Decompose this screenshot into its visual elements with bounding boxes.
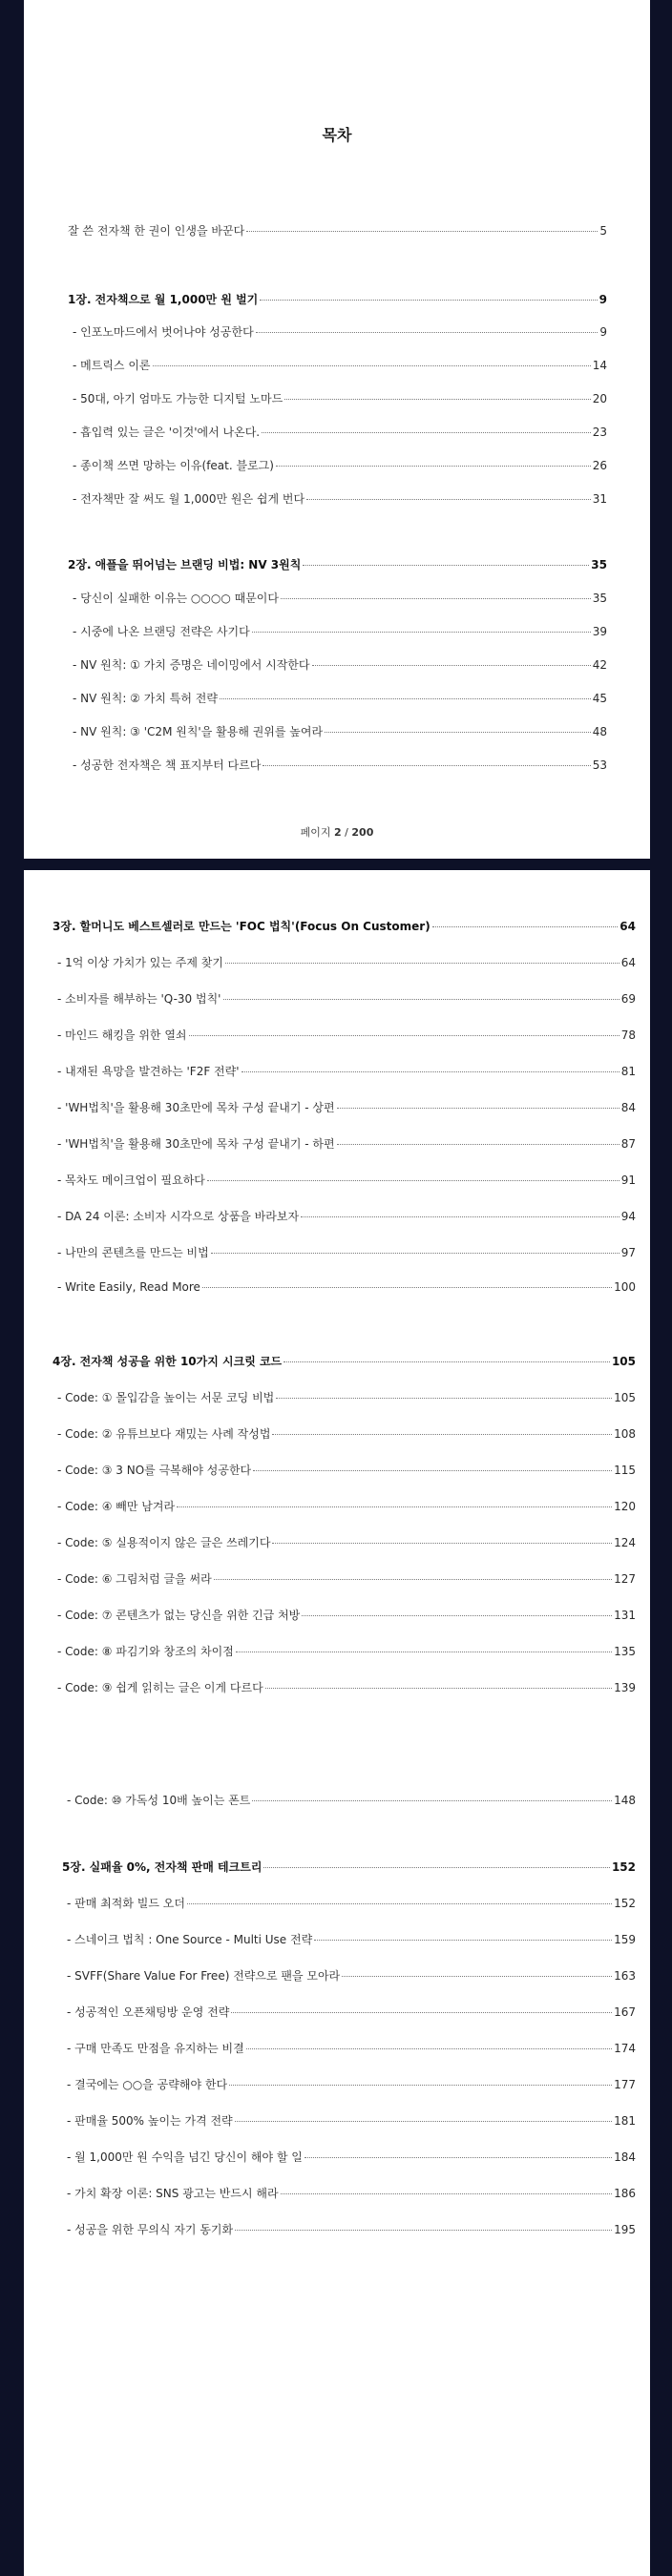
toc-entry-text: - 1억 이상 가치가 있는 주제 찾기 (57, 956, 223, 969)
toc-entry[interactable] (57, 1425, 636, 1442)
toc-entry[interactable] (57, 1063, 636, 1079)
toc-entry-text: - 마인드 해킹을 위한 열쇠 (57, 1028, 187, 1042)
toc-entry-text: - Code: ① 몰입감을 높이는 서문 코딩 비법 (57, 1391, 275, 1404)
toc-chapter-2[interactable] (68, 556, 607, 572)
page-indicator-label: 페이지 (300, 826, 331, 839)
toc-title: 목차 (322, 126, 352, 144)
toc-entry[interactable] (67, 1967, 636, 1984)
toc-page-number: 139 (614, 1681, 636, 1694)
toc-page-number: 81 (620, 1065, 636, 1078)
toc-entry[interactable] (57, 1244, 636, 1260)
toc-entry-text: - Code: ⑤ 실용적이지 않은 글은 쓰레기다 (57, 1536, 271, 1549)
toc-leader-dots (276, 1398, 612, 1399)
toc-entry-text: - 가치 확장 이론: SNS 광고는 반드시 해라 (67, 2187, 279, 2200)
toc-leader-dots (284, 1361, 610, 1362)
toc-leader-dots (306, 499, 591, 500)
toc-chapter-3[interactable] (52, 918, 636, 934)
toc-entry[interactable] (73, 490, 607, 507)
toc-entry[interactable] (73, 323, 607, 340)
toc-page-number: 148 (614, 1794, 636, 1807)
toc-leader-dots (225, 963, 620, 964)
toc-page-number: 100 (614, 1280, 636, 1294)
toc-entry-text: - 시중에 나온 브랜딩 전략은 사기다 (73, 625, 250, 638)
toc-entry[interactable] (67, 1895, 636, 1911)
toc-leader-dots (246, 231, 598, 232)
toc-entry-text: 3장. 할머니도 베스트셀러로 만드는 'FOC 법칙'(Focus On Customer) (52, 920, 430, 933)
toc-entry[interactable] (57, 1607, 636, 1623)
toc-entry-text: - Code: ⑥ 그림처럼 글을 써라 (57, 1572, 212, 1586)
toc-leader-dots (189, 1035, 620, 1036)
toc-page-number: 124 (614, 1536, 636, 1549)
toc-entry-text: - Code: ④ 빼만 남겨라 (57, 1500, 176, 1513)
toc-leader-dots (187, 1903, 612, 1904)
toc-chapter-5[interactable] (62, 1859, 636, 1875)
toc-entry-text: - NV 원칙: ③ 'C2M 원칙'을 활용해 권위를 높여라 (73, 725, 324, 738)
toc-entry-text: - 종이책 쓰면 망하는 이유(feat. 블로그) (73, 459, 274, 472)
toc-page-number: 152 (614, 1897, 636, 1910)
page-total: 200 (351, 826, 374, 839)
toc-entry-text: 4장. 전자책 성공을 위한 10가지 시크릿 코드 (52, 1355, 283, 1368)
toc-entry[interactable] (73, 723, 607, 739)
toc-entry-text: - 스네이크 법칙 : One Source - Multi Use 전략 (67, 1933, 313, 1946)
toc-page-number: 23 (592, 426, 607, 439)
toc-entry[interactable] (57, 954, 636, 970)
toc-page-number: 84 (620, 1101, 636, 1114)
toc-leader-dots (281, 2193, 613, 2194)
toc-entry-text: - 당신이 실패한 이유는 ○○○○ 때문이다 (73, 592, 279, 605)
toc-page-number: 9 (599, 325, 607, 339)
toc-leader-dots (235, 2230, 612, 2231)
toc-entry-text: - 메트릭스 이론 (73, 359, 151, 372)
toc-leader-dots (276, 466, 591, 467)
toc-leader-dots (312, 665, 591, 666)
toc-entry-text: - 목차도 메이크업이 필요하다 (57, 1174, 205, 1187)
toc-entry[interactable] (67, 1931, 636, 1947)
toc-entry[interactable] (73, 457, 607, 473)
toc-leader-dots (231, 2012, 612, 2013)
toc-entry-text: - 내재된 욕망을 발견하는 'F2F 전략' (57, 1065, 240, 1078)
toc-page-number: 5 (599, 224, 607, 238)
toc-entry-text: - Code: ③ 3 NO를 극복해야 성공한다 (57, 1464, 252, 1477)
toc-leader-dots (304, 2157, 612, 2158)
toc-page-number: 97 (620, 1246, 636, 1259)
toc-entry[interactable] (67, 2004, 636, 2020)
toc-page-number: 53 (592, 758, 607, 772)
toc-entry-text: - NV 원칙: ② 가치 특허 전략 (73, 692, 218, 705)
toc-page-number: 20 (592, 392, 607, 405)
toc-page-number: 69 (620, 992, 636, 1006)
toc-entry-text: - Code: ⑧ 파김기와 창조의 차이점 (57, 1645, 234, 1658)
toc-entry[interactable] (57, 1498, 636, 1514)
toc-entry[interactable] (57, 1027, 636, 1043)
toc-entry[interactable] (57, 990, 636, 1007)
toc-entry-text: - Code: ⑩ 가독성 10배 높이는 폰트 (67, 1794, 251, 1807)
toc-leader-dots (256, 332, 598, 333)
page-separator: / (345, 826, 348, 839)
toc-entry[interactable] (67, 1792, 636, 1808)
toc-entry[interactable] (57, 1534, 636, 1550)
toc-entry[interactable] (67, 2149, 636, 2165)
toc-entry[interactable] (67, 2040, 636, 2056)
toc-page-number: 64 (620, 920, 636, 933)
toc-page-number: 35 (591, 558, 607, 571)
toc-entry-text: - 소비자를 해부하는 'Q-30 법칙' (57, 992, 221, 1006)
toc-page-number: 120 (614, 1500, 636, 1513)
toc-leader-dots (242, 1071, 620, 1072)
toc-entry-text: 2장. 애플을 뛰어넘는 브랜딩 비법: NV 3원칙 (68, 558, 302, 571)
toc-leader-dots (301, 1216, 620, 1217)
toc-leader-dots (220, 698, 591, 699)
toc-leader-dots (207, 1180, 620, 1181)
document-page-1 (24, 0, 650, 859)
toc-page-number: 9 (598, 293, 607, 306)
toc-leader-dots (284, 399, 591, 400)
toc-entry-text: - 월 1,000만 원 수익을 넘긴 당신이 해야 할 일 (67, 2150, 303, 2164)
toc-entry-text: 1장. 전자책으로 월 1,000만 원 벌기 (68, 293, 259, 306)
toc-leader-dots (262, 765, 590, 766)
toc-page-number: 94 (620, 1210, 636, 1223)
toc-leader-dots (246, 2048, 612, 2049)
toc-entry-text: - DA 24 이론: 소비자 시각으로 상품을 바라보자 (57, 1210, 300, 1223)
toc-leader-dots (281, 598, 591, 599)
toc-entry-text: - NV 원칙: ① 가치 증명은 네이밍에서 시작한다 (73, 658, 310, 672)
toc-leader-dots (153, 365, 591, 366)
toc-page-number: 48 (592, 725, 607, 738)
toc-page-number: 177 (614, 2078, 636, 2091)
toc-entry-intro[interactable] (68, 222, 607, 239)
toc-entry[interactable] (73, 623, 607, 639)
page-current: 2 (334, 826, 342, 839)
toc-entry[interactable] (73, 424, 607, 440)
toc-entry-text: - 'WH법칙'을 활용해 30초만에 목차 구성 끝내기 - 상편 (57, 1101, 335, 1114)
toc-page-number: 64 (620, 956, 636, 969)
toc-entry-text: - Code: ⑦ 콘텐츠가 없는 당신을 위한 긴급 처방 (57, 1609, 301, 1622)
toc-entry-text: 잘 쓴 전자책 한 권이 인생을 바꾼다 (68, 224, 245, 238)
toc-entry-text: - 성공적인 오픈채팅방 운영 전략 (67, 2005, 230, 2019)
toc-page-number: 167 (614, 2005, 636, 2019)
page-indicator (24, 824, 650, 840)
toc-entry[interactable] (57, 1099, 636, 1115)
toc-page-number: 26 (592, 459, 607, 472)
toc-leader-dots (211, 1253, 620, 1254)
toc-entry-text: - 성공한 전자책은 책 표지부터 다르다 (73, 758, 262, 772)
toc-leader-dots (314, 1940, 612, 1941)
toc-page-number: 45 (592, 692, 607, 705)
toc-leader-dots (263, 1867, 610, 1868)
toc-entry[interactable] (73, 590, 607, 606)
toc-entry-text: - 전자책만 잘 써도 월 1,000만 원은 쉽게 번다 (73, 492, 305, 506)
toc-entry[interactable] (67, 2185, 636, 2201)
toc-entry-text: - Write Easily, Read More (57, 1280, 200, 1294)
toc-page-number: 186 (614, 2187, 636, 2200)
toc-leader-dots (253, 1470, 612, 1471)
toc-entry[interactable] (57, 1643, 636, 1659)
toc-page-number: 184 (614, 2150, 636, 2164)
toc-entry[interactable] (73, 390, 607, 406)
toc-entry-text: - 구매 만족도 만점을 유지하는 비결 (67, 2042, 244, 2055)
toc-page-number: 163 (614, 1969, 636, 1983)
toc-chapter-4[interactable] (52, 1353, 636, 1369)
toc-entry-text: - 50대, 아기 엄마도 가능한 디지털 노마드 (73, 392, 284, 405)
toc-entry[interactable] (67, 2221, 636, 2237)
document-page-2 (24, 870, 650, 2576)
toc-page-number: 159 (614, 1933, 636, 1946)
toc-leader-dots (303, 565, 589, 566)
toc-entry-text: - Code: ② 유튜브보다 재밌는 사례 작성법 (57, 1427, 271, 1441)
toc-entry-text: - Code: ⑨ 쉽게 읽히는 글은 이게 다르다 (57, 1681, 263, 1694)
toc-entry-text: 5장. 실패율 0%, 전자책 판매 테크트리 (62, 1860, 262, 1874)
toc-page-number: 78 (620, 1028, 636, 1042)
toc-page-number: 14 (592, 359, 607, 372)
toc-leader-dots (214, 1579, 612, 1580)
toc-entry-text: - 결국에는 ○○을 공략해야 한다 (67, 2078, 228, 2091)
toc-entry[interactable] (73, 357, 607, 373)
toc-page-number: 35 (592, 592, 607, 605)
toc-page-number: 181 (614, 2114, 636, 2128)
toc-entry[interactable] (57, 1679, 636, 1695)
toc-page-number: 127 (614, 1572, 636, 1586)
toc-entry[interactable] (57, 1208, 636, 1224)
toc-entry[interactable] (73, 757, 607, 773)
toc-leader-dots (302, 1615, 612, 1616)
toc-page-number: 42 (592, 658, 607, 672)
toc-entry[interactable] (57, 1389, 636, 1405)
toc-entry-text: - 판매율 500% 높이는 가격 전략 (67, 2114, 233, 2128)
toc-leader-dots (342, 1976, 612, 1977)
toc-page-number: 105 (611, 1355, 636, 1368)
toc-page-number: 152 (611, 1860, 636, 1874)
toc-leader-dots (202, 1287, 612, 1288)
toc-entry-text: - SVFF(Share Value For Free) 전략으로 팬을 모아라 (67, 1969, 341, 1983)
toc-leader-dots (272, 1434, 612, 1435)
toc-entry-text: - 나만의 콘텐츠를 만드는 비법 (57, 1246, 209, 1259)
toc-leader-dots (252, 632, 591, 633)
toc-page-number: 135 (614, 1645, 636, 1658)
toc-page-number: 91 (620, 1174, 636, 1187)
toc-leader-dots (325, 732, 591, 733)
toc-page-number: 174 (614, 2042, 636, 2055)
toc-leader-dots (223, 999, 620, 1000)
toc-leader-dots (252, 1800, 612, 1801)
toc-entry[interactable] (73, 690, 607, 706)
toc-page-number: 195 (614, 2223, 636, 2236)
toc-entry[interactable] (73, 656, 607, 673)
toc-page-number: 115 (614, 1464, 636, 1477)
toc-page-number: 131 (614, 1609, 636, 1622)
toc-entry-text: - 흡입력 있는 글은 '이것'에서 나온다. (73, 426, 261, 439)
toc-chapter-1[interactable] (68, 291, 607, 307)
toc-page-number: 108 (614, 1427, 636, 1441)
toc-leader-dots (260, 300, 597, 301)
toc-entry-text: - 'WH법칙'을 활용해 30초만에 목차 구성 끝내기 - 하편 (57, 1137, 335, 1151)
toc-leader-dots (432, 926, 619, 927)
toc-leader-dots (235, 2121, 612, 2122)
toc-entry-text: - 판매 최적화 빌드 오더 (67, 1897, 185, 1910)
toc-entry[interactable] (57, 1462, 636, 1478)
toc-page-number: 39 (592, 625, 607, 638)
toc-leader-dots (265, 1688, 612, 1689)
toc-entry-text: - 인포노마드에서 벗어나야 성공한다 (73, 325, 254, 339)
toc-entry[interactable] (57, 1135, 636, 1152)
toc-entry[interactable] (57, 1172, 636, 1188)
toc-page-number: 31 (592, 492, 607, 506)
toc-entry[interactable] (67, 2112, 636, 2129)
toc-leader-dots (272, 1543, 612, 1544)
toc-page-number: 87 (620, 1137, 636, 1151)
toc-entry[interactable] (57, 1570, 636, 1587)
toc-leader-dots (337, 1144, 620, 1145)
toc-leader-dots (229, 2085, 612, 2086)
toc-leader-dots (337, 1108, 620, 1109)
toc-leader-dots (262, 432, 591, 433)
toc-leader-dots (177, 1506, 612, 1507)
toc-page-number: 105 (614, 1391, 636, 1404)
toc-entry[interactable] (67, 2076, 636, 2092)
toc-entry[interactable] (57, 1280, 636, 1294)
toc-entry-text: - 성공을 위한 무의식 자기 동기화 (67, 2223, 234, 2236)
